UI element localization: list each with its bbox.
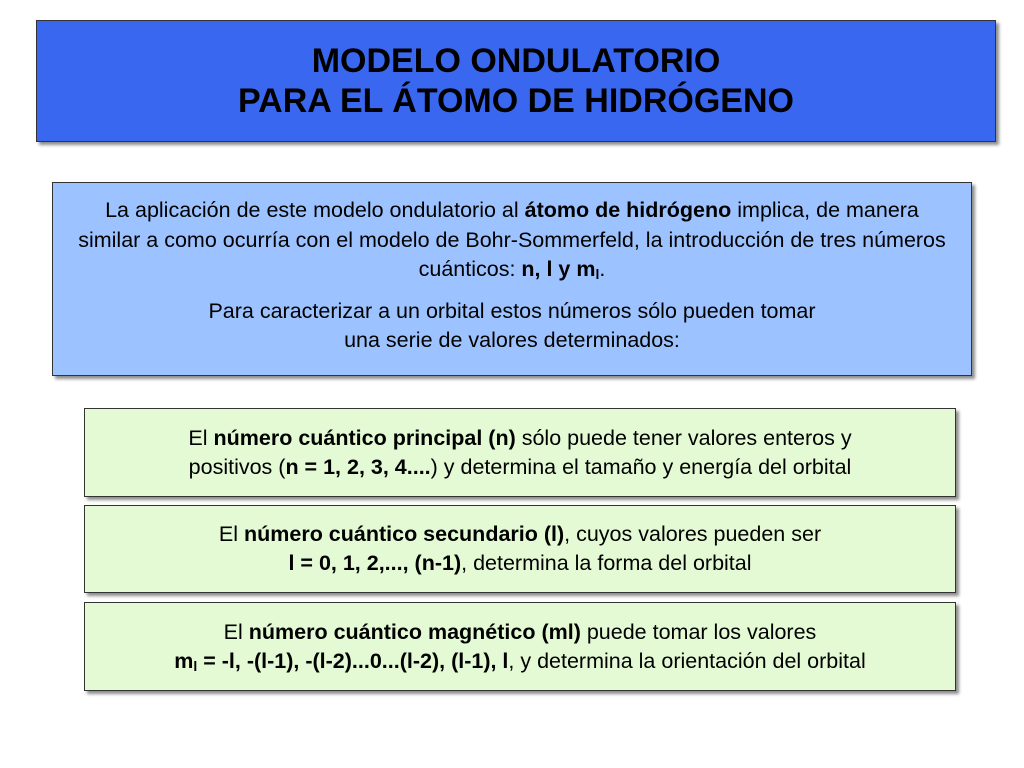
magnetic-line-2 [85, 647, 955, 676]
intro-quantum-numbers [521, 257, 599, 281]
intro-text-hydrogen: átomo de hidrógeno [524, 198, 732, 222]
intro-text-e: . [599, 257, 606, 281]
magnetic-values [174, 649, 508, 673]
intro-quantum-numbers-text: n, l y m [521, 257, 596, 281]
magnetic-symbol: m [174, 648, 194, 673]
principal-values: n = 1, 2, 3, 4.... [285, 454, 431, 479]
title-box [36, 20, 996, 142]
secondary-number-box [84, 505, 956, 593]
intro-paragraph-2 [73, 297, 951, 356]
intro-box [52, 182, 972, 376]
principal-line-1 [85, 424, 955, 453]
magnetic-text-a: El [223, 619, 249, 644]
secondary-text-e: , determina la forma del orbital [461, 551, 752, 575]
principal-text-a: El [188, 425, 214, 450]
secondary-line-2 [85, 549, 955, 578]
secondary-line-1 [85, 520, 955, 549]
intro-paragraph-1 [73, 196, 951, 285]
magnetic-values-text: = -l, -(l-1), -(l-2)...0...(l-2), (l-1), l [197, 648, 509, 673]
magnetic-text-c: puede tomar los valores [580, 619, 817, 644]
secondary-term: número cuántico secundario (l) [243, 522, 565, 546]
magnetic-text-f: , y determina la orientación del orbital [508, 648, 866, 673]
principal-line-2 [85, 453, 955, 482]
title-line-2: PARA EL ÁTOMO DE HIDRÓGENO [237, 82, 794, 120]
intro-subscript: l [595, 265, 600, 282]
secondary-text-c: , cuyos valores pueden ser [564, 522, 822, 546]
intro-p2-line-2: una serie de valores determinados: [344, 328, 680, 352]
magnetic-term: número cuántico magnético (ml) [248, 619, 581, 644]
magnetic-subscript: l [193, 657, 198, 674]
magnetic-number-box [84, 602, 956, 691]
principal-term: número cuántico principal (n) [213, 425, 516, 450]
principal-text-f: ) y determina el tamaño y energía del orbital [430, 454, 852, 479]
secondary-values: l = 0, 1, 2,..., (n-1) [288, 551, 462, 575]
intro-text-c: implica, de manera similar a como ocurría con el modelo de Bohr-Sommerfeld, la introducción de tres números cuánticos: [78, 198, 946, 281]
title-line-1: MODELO ONDULATORIO [311, 42, 721, 80]
principal-text-d: positivos ( [188, 454, 286, 479]
principal-number-box [84, 408, 956, 497]
secondary-text-a: El [218, 522, 244, 546]
magnetic-line-1 [85, 618, 955, 647]
principal-text-c: sólo puede tener valores enteros y [515, 425, 852, 450]
intro-text-a: La aplicación de este modelo ondulatorio al [105, 198, 525, 222]
intro-p2-line-1: Para caracterizar a un orbital estos números sólo pueden tomar [208, 298, 816, 323]
